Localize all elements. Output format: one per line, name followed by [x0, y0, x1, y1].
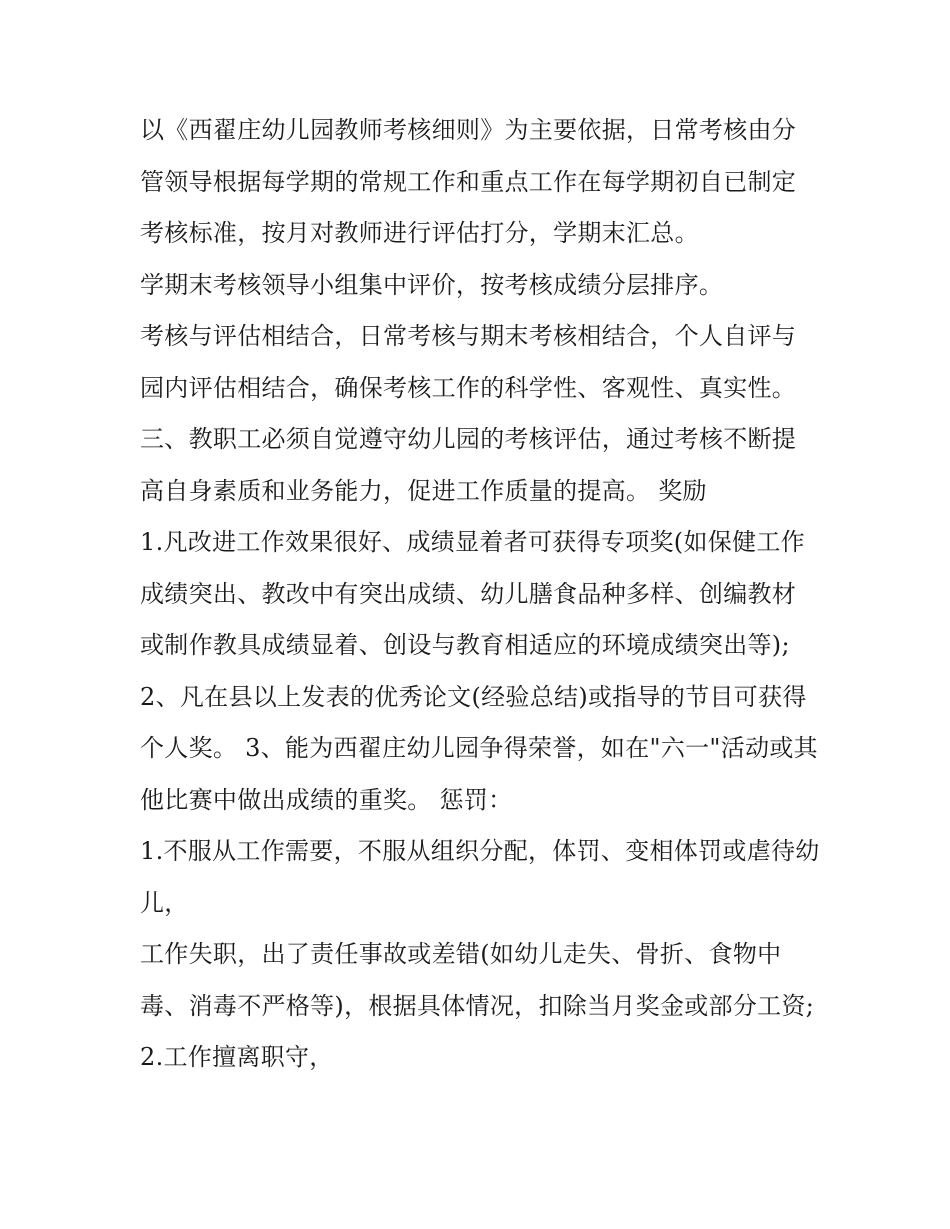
paragraph-section-three: 三、教职工必须自觉遵守幼儿园的考核评估，通过考核不断提高自身素质和业务能力，促进工作质量的提高。 奖励 — [140, 425, 797, 505]
paragraph-assessment-basis: 以《西翟庄幼儿园教师考核细则》为主要依据，日常考核由分管领导根据每学期的常规工作和重点工作在每学期初自已制定考核标准，按月对教师进行评估打分，学期末汇总。 — [140, 116, 797, 247]
paragraph-penalty-duty: 工作失职，出了责任事故或差错(如幼儿走失、骨折、食物中毒、消毒不严格等)，根据具体情况，扣除当月奖金或部分工资; 2.工作擅离职守， — [140, 940, 815, 1071]
paragraph-reward-two-three: 2、凡在县以上发表的优秀论文(经验总结)或指导的节目可获得个人奖。 3、能为西翟庄幼儿园争得荣誉，如在"六一"活动或其他比赛中做出成绩的重奖。 惩罚： — [140, 682, 818, 814]
paragraph-reward-one: 1.凡改进工作效果很好、成绩显着者可获得专项奖(如保健工作成绩突出、教改中有突出成绩、幼儿膳食品种多样、创编教材或制作教具成绩显着、创设与教育相适应的环境成绩突出等); — [140, 528, 805, 659]
paragraph-penalty-one: 1.不服从工作需要，不服从组织分配，体罚、变相体罚或虐待幼儿， — [140, 837, 820, 917]
paragraph-semester-evaluation: 学期末考核领导小组集中评价，按考核成绩分层排序。 — [140, 270, 724, 299]
paragraph-assessment-combination: 考核与评估相结合，日常考核与期末考核相结合，个人自评与园内评估相结合，确保考核工作的科学性、客观性、真实性。 — [140, 322, 797, 402]
document-body — [140, 105, 820, 1084]
